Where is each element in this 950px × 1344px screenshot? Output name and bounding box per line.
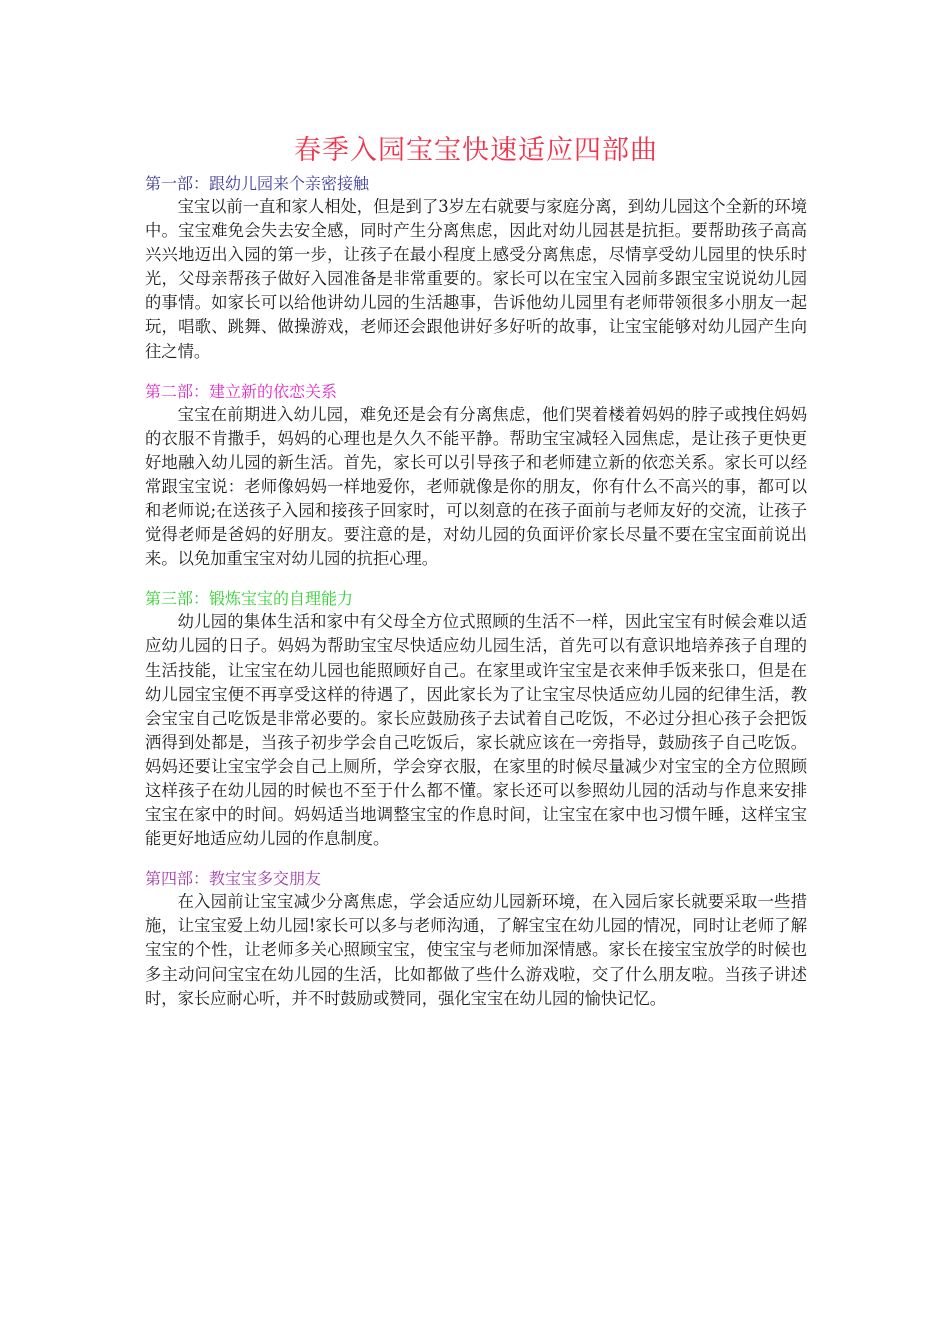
section-1 [145,172,807,364]
section-3 [145,587,807,851]
section-body: 在入园前让宝宝减少分离焦虑，学会适应幼儿园新环境，在入园后家长就要采取一些措施，让宝宝爱上幼儿园!家长可以多与老师沟通，了解宝宝在幼儿园的情况，同时让老师了解宝宝的个性，让老师多关心照顾宝宝，使宝宝与老师加深情感。家长在接宝宝放学的时候也多主动问问宝宝在幼儿园的生活，比如都做了些什么游戏啦，交了什么朋友啦。当孩子讲述时，家长应耐心听，并不时鼓励或赞同，强化宝宝在幼儿园的愉快记忆。 [145,892,807,1008]
section-heading: 第二部：建立新的依恋关系 [145,381,338,401]
section-body: 宝宝在前期进入幼儿园，难免还是会有分离焦虑，他们哭着楼着妈妈的脖子或拽住妈妈的衣服不肯撒手，妈妈的心理也是久久不能平静。帮助宝宝减轻入园焦虑，是让孩子更快更好地融入幼儿园的新生活。首先，家长可以引导孩子和老师建立新的依恋关系。家长可以经常跟宝宝说：老师像妈妈一样地爱你，老师就像是你的朋友，你有什么不高兴的事，都可以和老师说;在送孩子入园和接孩子回家时，可以刻意的在孩子面前与老师友好的交流，让孩子觉得老师是爸妈的好朋友。要注意的是，对幼儿园的负面评价家长尽量不要在宝宝面前说出来。以免加重宝宝对幼儿园的抗拒心理。 [145,404,807,569]
document-title: 春季入园宝宝快速适应四部曲 [294,135,658,166]
section-2 [145,380,807,572]
section-heading: 第三部：锻炼宝宝的自理能力 [145,589,354,609]
section-body: 宝宝以前一直和家人相处，但是到了3岁左右就要与家庭分离，到幼儿园这个全新的环境中。宝宝难免会失去安全感，同时产生分离焦虑，因此对幼儿园甚是抗拒。要帮助孩子高高兴兴地迈出入园的第一步，让孩子在最小程度上感受分离焦虑，尽情享受幼儿园里的快乐时光，父母亲帮孩子做好入园准备是非常重要的。家长可以在宝宝入园前多跟宝宝说说幼儿园的事情。如家长可以给他讲幼儿园的生活趣事，告诉他幼儿园里有老师带领很多小朋友一起玩，唱歌、跳舞、做操游戏，老师还会跟他讲好多好听的故事，让宝宝能够对幼儿园产生向往之情。 [145,197,807,361]
document-page [145,130,807,1011]
section-heading: 第四部：教宝宝多交朋友 [145,869,322,889]
section-heading: 第一部：跟幼儿园来个亲密接触 [145,174,370,193]
section-4 [145,867,807,1010]
section-body: 幼儿园的集体生活和家中有父母全方位式照顾的生活不一样，因此宝宝有时候会难以适应幼儿园的日子。妈妈为帮助宝宝尽快适应幼儿园生活，首先可以有意识地培养孩子自理的生活技能，让宝宝在幼儿园也能照顾好自己。在家里或许宝宝是衣来伸手饭来张口，但是在幼儿园宝宝便不再享受这样的待遇了，因此家长为了让宝宝尽快适应幼儿园的纪律生活，教会宝宝自己吃饭是非常必要的。家长应鼓励孩子去试着自己吃饭，不必过分担心孩子会把饭洒得到处都是，当孩子初步学会自己吃饭后，家长就应该在一旁指导，鼓励孩子自己吃饭。妈妈还要让宝宝学会自己上厕所，学会穿衣服，在家里的时候尽量减少对宝宝的全方位照顾这样孩子在幼儿园的时候也不至于什么都不懂。家长还可以参照幼儿园的活动与作息来安排宝宝在家中的时间。妈妈适当地调整宝宝的作息时间，让宝宝在家中也习惯午睡，这样宝宝能更好地适应幼儿园的作息制度。 [145,612,807,849]
